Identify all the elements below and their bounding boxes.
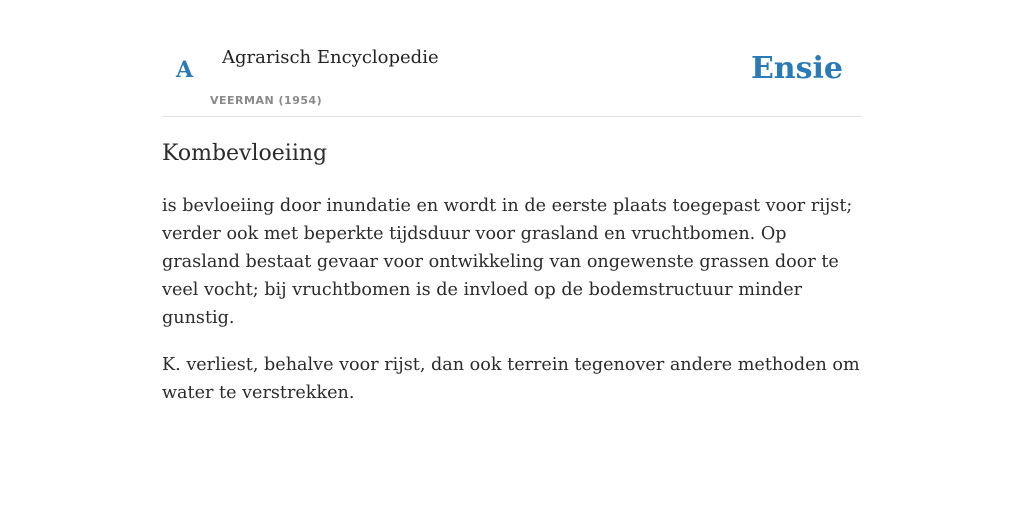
entry-paragraph: K. verliest, behalve voor rijst, dan ook terrein tegenover andere methoden om water te verstrekken. (162, 355, 860, 403)
entry-paragraph: is bevloeiing door inundatie en wordt in de eerste plaats toegepast voor rijst; verder ook met beperkte tijdsduur voor grasland en vruchtbomen. Op grasland bestaat gevaar voor ontwikkeling van ongewenste grassen door te veel vocht; bij vruchtbomen is de invloed op de bodemstructuur minder gunstig. (162, 196, 853, 328)
source-subtitle: VEERMAN (1954) (210, 94, 323, 107)
source-logo[interactable]: A (176, 57, 194, 83)
brand-logo[interactable]: Ensie (750, 51, 843, 86)
entry-body (162, 192, 862, 426)
entry-title: Kombevloeiing (162, 141, 328, 166)
page (162, 0, 862, 403)
source-title[interactable]: Agrarisch Encyclopedie (222, 47, 439, 68)
source-header (162, 0, 862, 117)
